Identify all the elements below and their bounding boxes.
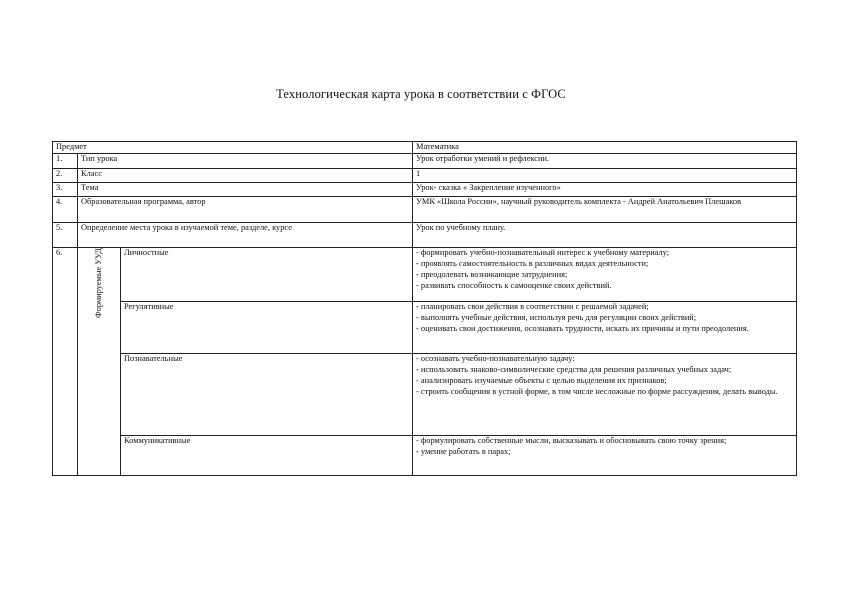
- table-row: [53, 353, 797, 435]
- uud-item: - использовать знаково-символические средства для решения различных учебных задач;: [416, 364, 732, 374]
- table-row: [53, 222, 797, 247]
- table-row: [53, 168, 797, 182]
- uud-group-items: [413, 353, 797, 435]
- uud-item: - оценивать свои достижения, осознавать трудности, искать их причины и пути преодоления.: [416, 323, 749, 333]
- uud-item: - планировать свои действия в соответствии с решаемой задачей;: [416, 301, 649, 311]
- table-row: [53, 196, 797, 222]
- document-title: Технологическая карта урока в соответствии с ФГОС: [276, 87, 566, 101]
- row-label: Класс: [78, 168, 413, 182]
- uud-item: - развивать способность к самооценке своих действий.: [416, 280, 612, 290]
- uud-group-name: Личностные: [121, 247, 413, 301]
- uud-vertical-label-cell: [78, 247, 121, 475]
- uud-vertical-label: Формируемые УУД: [93, 247, 103, 318]
- uud-item: - формировать учебно-познавательный интерес к учебному материалу;: [416, 247, 670, 257]
- table-row: [53, 182, 797, 196]
- row-label: Тема: [78, 182, 413, 196]
- uud-group-items: [413, 247, 797, 301]
- row-label: Определение места урока в изучаемой теме, разделе, курсе: [78, 222, 413, 247]
- row-value: 1: [413, 168, 797, 182]
- uud-item: - анализировать изучаемые объекты с целью выделения их признаков;: [416, 375, 667, 385]
- uud-group-items: [413, 301, 797, 353]
- subject-label: Предмет: [53, 142, 413, 154]
- table-row: [53, 247, 797, 301]
- uud-item: - осознавать учебно-познавательную задачу:: [416, 353, 575, 363]
- row-label: Тип урока: [78, 153, 413, 168]
- uud-item: - проявлять самостоятельность в различных видах деятельности;: [416, 258, 649, 268]
- uud-item: - выполнять учебные действия, используя речь для регуляции своих действий;: [416, 312, 697, 322]
- uud-group-name: Коммуникативные: [121, 435, 413, 475]
- lesson-card-table: [52, 141, 797, 476]
- subject-value: Математика: [413, 142, 797, 154]
- row-number: 5.: [53, 222, 78, 247]
- table-row: [53, 153, 797, 168]
- table-row: [53, 435, 797, 475]
- table-row: [53, 301, 797, 353]
- uud-group-name: Познавательные: [121, 353, 413, 435]
- uud-group-items: [413, 435, 797, 475]
- row-number: 6.: [53, 247, 78, 475]
- row-number: 1.: [53, 153, 78, 168]
- row-number: 4.: [53, 196, 78, 222]
- row-number: 3.: [53, 182, 78, 196]
- row-value: УМК «Школа России», научный руководитель комплекта - Андрей Анатольевич Плешаков: [413, 196, 797, 222]
- row-number: 2.: [53, 168, 78, 182]
- uud-item: - умение работать в парах;: [416, 446, 511, 456]
- uud-item: - формулировать собственные мысли, высказывать и обосновывать свою точку зрения;: [416, 435, 727, 445]
- row-value: Урок- сказка « Закрепление изученного»: [413, 182, 797, 196]
- row-label: Образовательная программа, автор: [78, 196, 413, 222]
- row-value: Урок по учебному плану.: [413, 222, 797, 247]
- uud-item: - строить сообщения в устной форме, в том числе несложные по форме рассуждения, делать выводы.: [416, 386, 778, 396]
- uud-item: - преодолевать возникающие затруднения;: [416, 269, 568, 279]
- row-value: Урок отработки умений и рефлексии.: [413, 153, 797, 168]
- table-row: [53, 142, 797, 154]
- uud-group-name: Регулятивные: [121, 301, 413, 353]
